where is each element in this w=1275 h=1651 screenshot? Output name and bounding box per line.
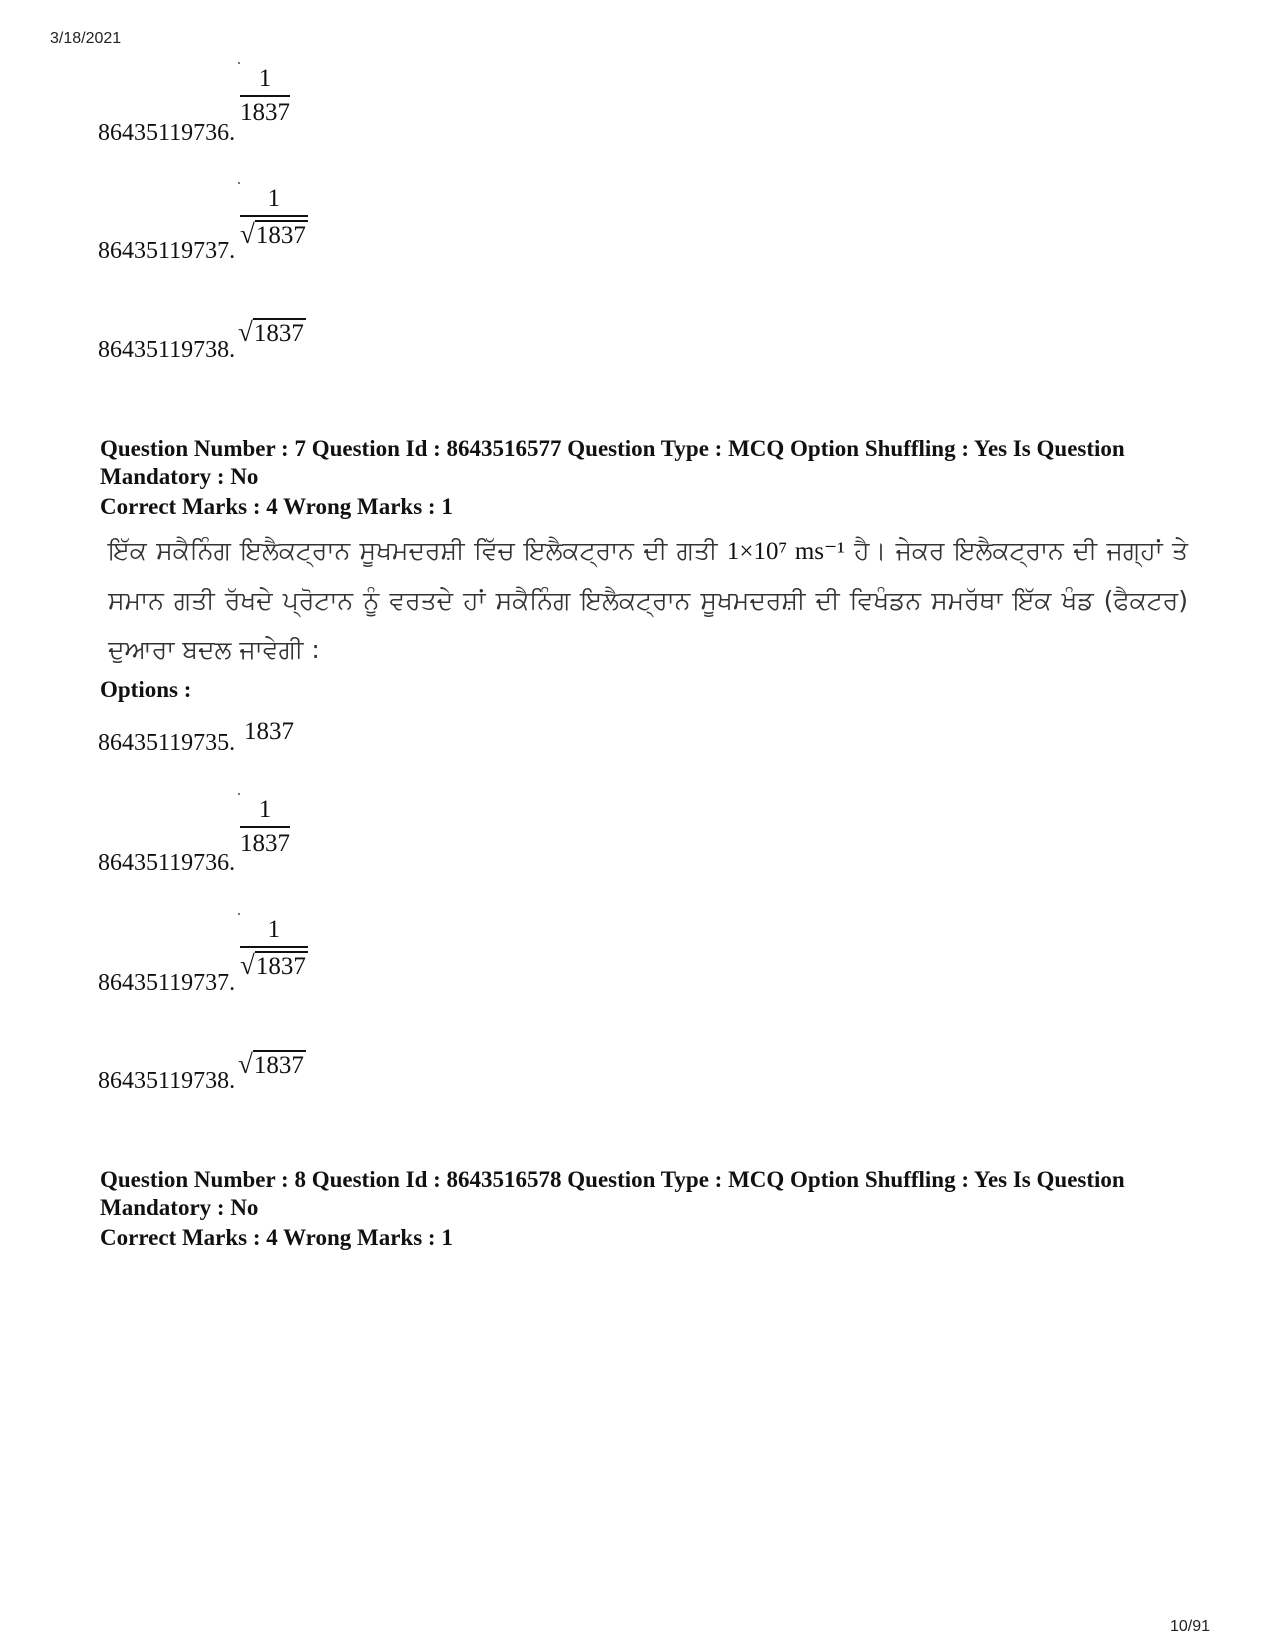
question-text-part2: ਹੈ। ਜੇਕਰ ਇਲੈਕਟ੍ਰਾਨ ਦੀ ਜਗ੍ਹਾਂ ਤੇ ਸਮਾਨ ਗਤੀ ਰੱਖਦੇ ਪ੍ਰੋਟਾਨ ਨੂੰ ਵਰਤਦੇ ਹਾਂ ਸਕੈਨਿੰਗ ਇਲੈਕਟ੍ਰਾਨ ਸੂਖਮਦਰਸ਼ੀ ਦੀ ਵਿਖੰਡਨ ਸਮਰੱਥਾ ਇੱਕ ਖੰਡ (ਫੈਕਟਰ) ਦੁਆਰਾ ਬਦਲ ਜਾਵੇਗੀ : (108, 536, 1189, 664)
question-7-marks: Correct Marks : 4 Wrong Marks : 1 (100, 494, 453, 519)
option-id: 86435119738. (98, 1068, 236, 1094)
sqrt-option-d (238, 1050, 306, 1078)
radicand: 1837 (253, 1052, 304, 1079)
fraction-option-b-prev (240, 66, 290, 125)
sqrt-icon: √ (240, 219, 255, 249)
option-a-value: 1837 (244, 718, 294, 745)
option-id: 86435119737. (98, 238, 236, 264)
question-8-marks: Correct Marks : 4 Wrong Marks : 1 (100, 1225, 453, 1250)
fraction-denominator: 1837 (240, 830, 290, 857)
dot-mark (238, 182, 240, 184)
dot-mark (238, 793, 240, 795)
question-7-header: Question Number : 7 Question Id : 8643516577 Question Type : MCQ Option Shuffling : Yes Is Question Mandatory : No (100, 436, 1125, 489)
sqrt-option-d-prev (238, 318, 306, 346)
fraction-numerator: 1 (267, 185, 281, 212)
fraction-sqrt-option-c (240, 917, 308, 979)
radicand: 1837 (255, 222, 306, 249)
question-8-header: Question Number : 8 Question Id : 8643516578 Question Type : MCQ Option Shuffling : Yes Is Question Mandatory : No (100, 1167, 1125, 1220)
dot-mark (238, 913, 240, 915)
sqrt-icon: √ (238, 317, 253, 347)
option-id: 86435119738. (98, 337, 236, 363)
sqrt-denominator (240, 948, 308, 979)
fraction-denominator: 1837 (240, 99, 290, 126)
fraction-numerator: 1 (267, 916, 281, 943)
question-text-part1: ਇੱਕ ਸਕੈਨਿੰਗ ਇਲੈਕਟ੍ਰਾਨ ਸੂਖਮਦਰਸ਼ੀ ਵਿੱਚ ਇਲੈਕਟ੍ਰਾਨ ਦੀ ਗਤੀ (108, 536, 718, 565)
velocity-value: 1×10⁷ ms⁻¹ (726, 538, 845, 565)
options-label: Options : (100, 677, 192, 702)
page-number: 10/91 (1169, 1618, 1210, 1635)
option-id: 86435119736. (98, 850, 236, 876)
option-id: 86435119737. (98, 970, 236, 996)
sqrt-icon: √ (238, 1049, 253, 1079)
option-id: 86435119735. (98, 730, 236, 756)
fraction-numerator: 1 (258, 796, 272, 823)
radicand: 1837 (255, 953, 306, 980)
question-7-text (108, 526, 1188, 674)
sqrt-denominator (240, 217, 308, 248)
option-id: 86435119736. (98, 120, 236, 146)
sqrt-icon: √ (240, 950, 255, 980)
fraction-option-b (240, 797, 290, 856)
radicand: 1837 (253, 320, 304, 347)
fraction-sqrt-option-c-prev (240, 186, 308, 248)
print-date: 3/18/2021 (50, 30, 122, 47)
dot-mark (238, 62, 240, 64)
fraction-numerator: 1 (258, 65, 272, 92)
